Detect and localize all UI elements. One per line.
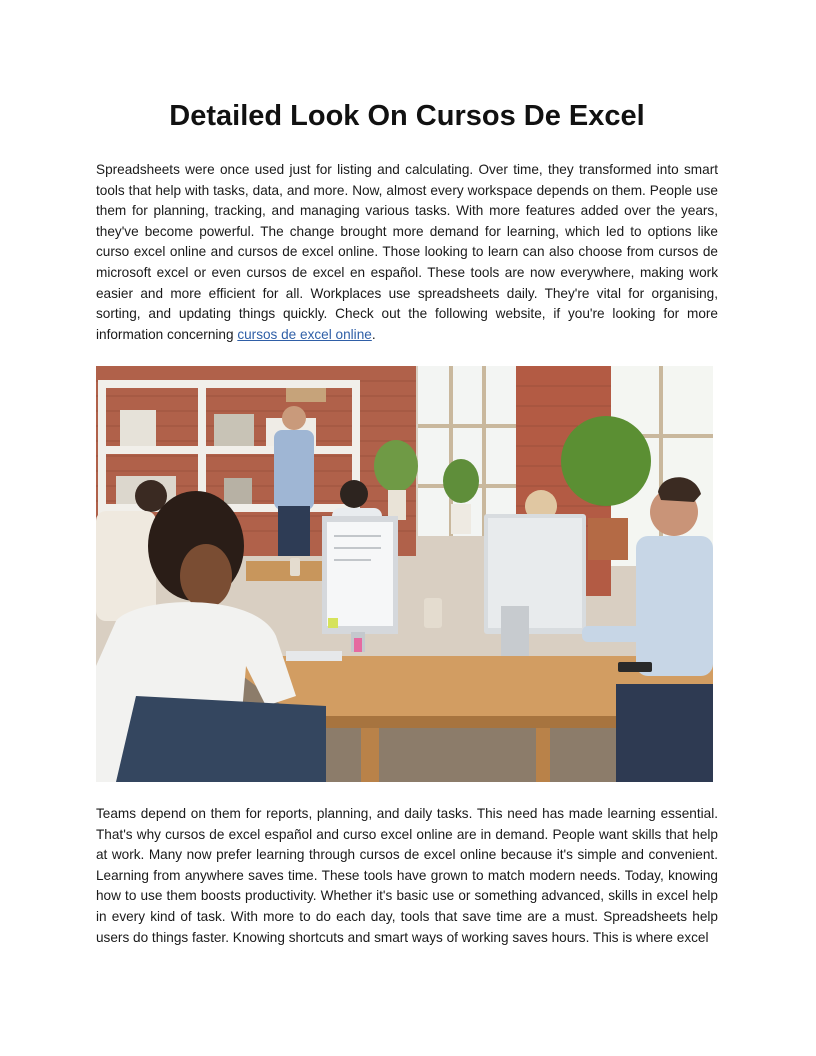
phone xyxy=(618,662,652,672)
page-title: Detailed Look On Cursos De Excel xyxy=(169,100,645,132)
intro-text: Spreadsheets were once used just for listing and calculating. Over time, they transformed into smart tools that help with tasks, data, and more. Now, almost every workspace depends on them. People use them for planning, tracking, and managing various tasks. With more features added over the years, they've become powerful. The change brought more demand for learning, which led to options like curso excel online and cursos de excel online. Those looking to learn can also choose from cursos de microsoft excel or even cursos de excel en español. These tools are now everywhere, making work easier and more efficient for all. Workplaces use spreadsheets daily. They're vital for organising, sorting, and updating things quickly. Check out the following website, if you're looking for more information concerning xyxy=(96,162,718,342)
intro-paragraph xyxy=(96,160,718,345)
body-paragraph: Teams depend on them for reports, planning, and daily tasks. This need has made learning essential. That's why cursos de excel español and curso excel online are in demand. People want skills that help at work. Many now prefer learning through cursos de excel online because it's simple and convenient. Learning from anywhere saves time. These tools have grown to match modern needs. Today, knowing how to use them boosts productivity. Whether it's basic use or something advanced, skills in excel help in every kind of task. With more to do each day, tools that save time are a must. Spreadsheets help users do things faster. Knowing shortcuts and smart ways of working saves hours. This is where excel xyxy=(96,806,718,945)
cursos-link[interactable]: cursos de excel online xyxy=(237,326,372,342)
coffee-cup xyxy=(424,598,442,628)
office-photo xyxy=(96,366,713,782)
intro-end: . xyxy=(371,326,376,342)
